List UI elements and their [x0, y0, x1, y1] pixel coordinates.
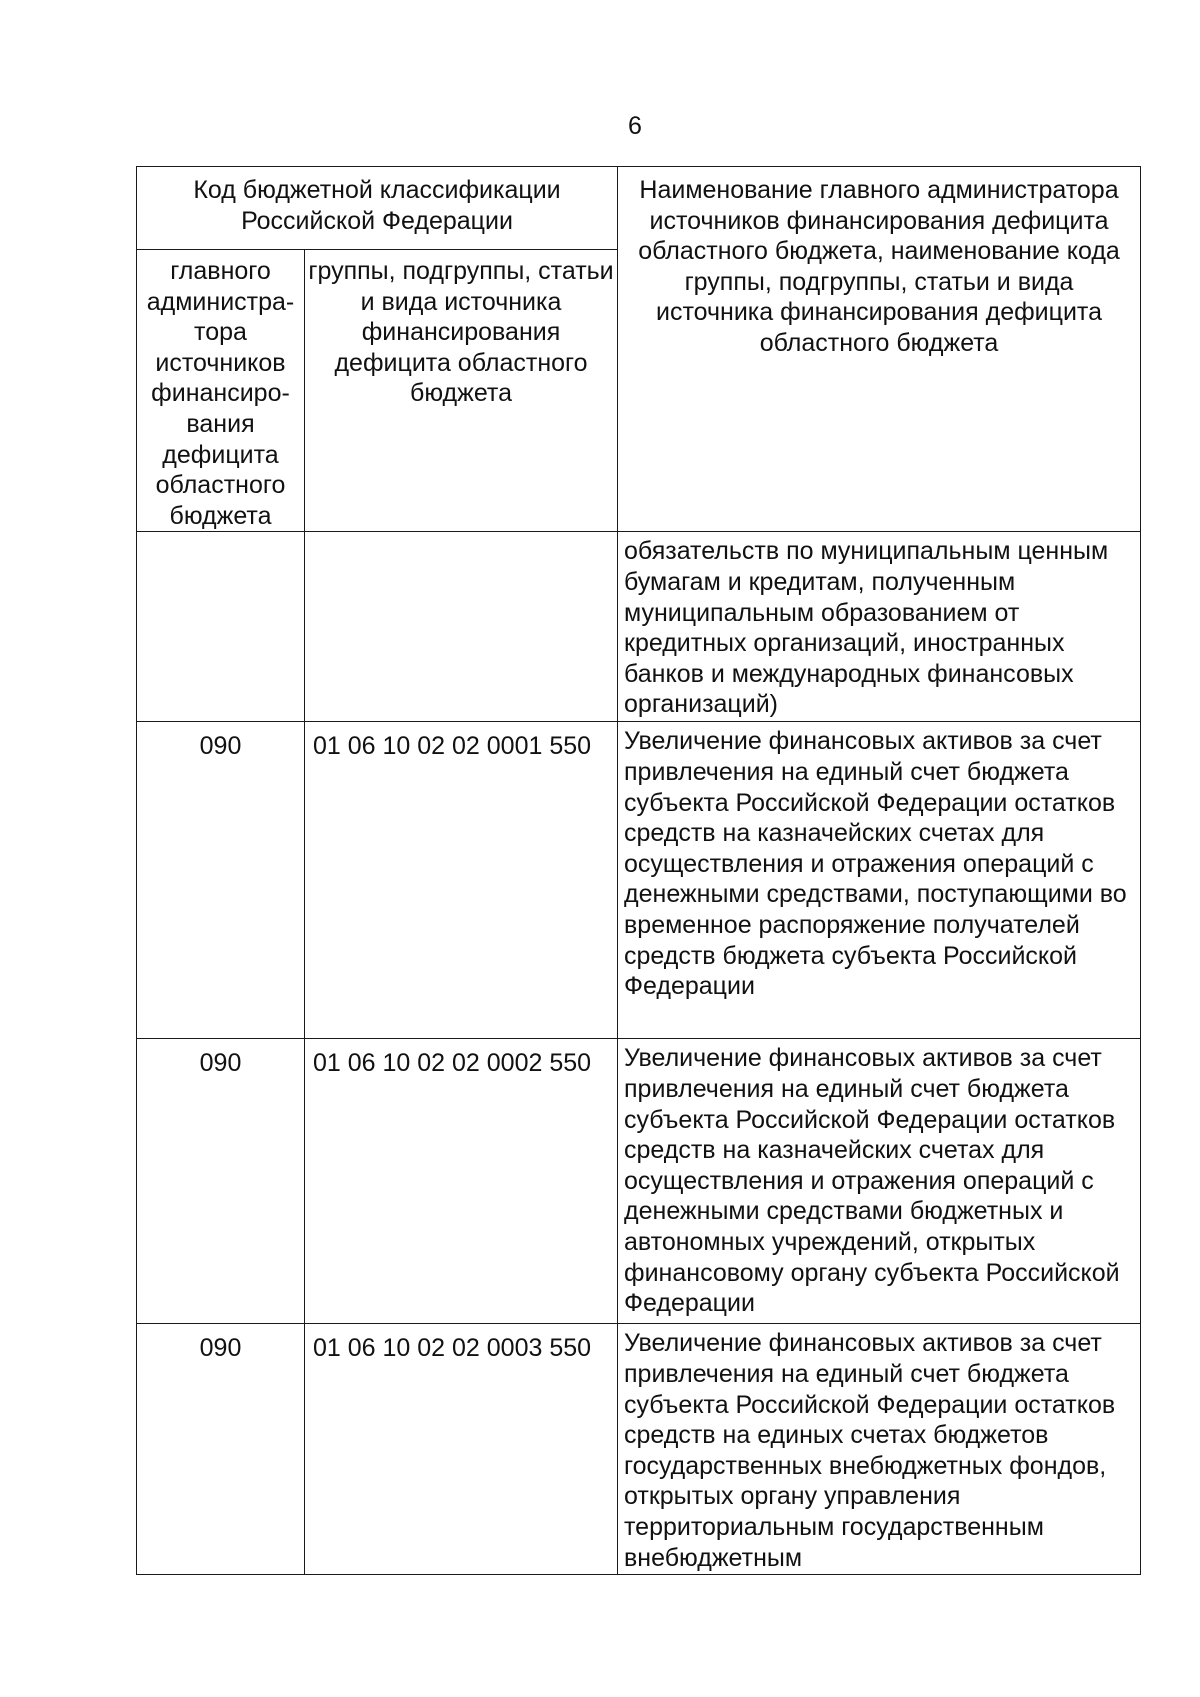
header-admin: главного администра-тора источников финансиро-вания дефицита областного бюджета: [137, 250, 305, 532]
admin-code-cell: 090: [137, 1324, 305, 1575]
header-code-group: Код бюджетной классификации Российской Федерации: [137, 167, 618, 250]
source-name-cell: Увеличение финансовых активов за счет привлечения на единый счет бюджета субъекта Российской Федерации остатков средств на казначейских счетах для осуществления и отражения операций с денежными средствами бюджетных и автономных учреждений, открытых финансовому органу субъекта Российской Федерации: [618, 1039, 1141, 1324]
header-row-top: [137, 167, 1141, 250]
header-source-code: группы, подгруппы, статьи и вида источника финансирования дефицита областного бюджета: [305, 250, 618, 532]
source-code-cell: 01 06 10 02 02 0003 550: [305, 1324, 618, 1575]
table-row-continuation: [137, 532, 1141, 722]
header-name: Наименование главного администратора источников финансирования дефицита областного бюджета, наименование кода группы, подгруппы, статьи и вида источника финансирования дефицита областного бюджета: [618, 167, 1141, 532]
table-row: [137, 1324, 1141, 1575]
table-row: [137, 1039, 1141, 1324]
admin-code-cell: 090: [137, 1039, 305, 1324]
source-name-cell: Увеличение финансовых активов за счет привлечения на единый счет бюджета субъекта Российской Федерации остатков средств на единых счетах бюджетов государственных внебюджетных фондов, открытых органу управления территориальным государственным внебюджетным: [618, 1324, 1141, 1575]
source-code-cell: 01 06 10 02 02 0001 550: [305, 722, 618, 1039]
continuation-name-cell: обязательств по муниципальным ценным бумагам и кредитам, полученным муниципальным образованием от кредитных организаций, иностранных банков и международных финансовых организаций): [618, 532, 1141, 722]
continuation-code-cell: [305, 532, 618, 722]
source-code-cell: 01 06 10 02 02 0002 550: [305, 1039, 618, 1324]
source-name-cell: Увеличение финансовых активов за счет привлечения на единый счет бюджета субъекта Российской Федерации остатков средств на казначейских счетах для осуществления и отражения операций с денежными средствами, поступающими во временное распоряжение получателей средств бюджета субъекта Российской Федерации: [618, 722, 1141, 1039]
admin-code-cell: 090: [137, 722, 305, 1039]
table-row: [137, 722, 1141, 1039]
page-number: 6: [628, 112, 642, 140]
budget-classification-table: [136, 166, 1141, 1575]
continuation-admin-cell: [137, 532, 305, 722]
